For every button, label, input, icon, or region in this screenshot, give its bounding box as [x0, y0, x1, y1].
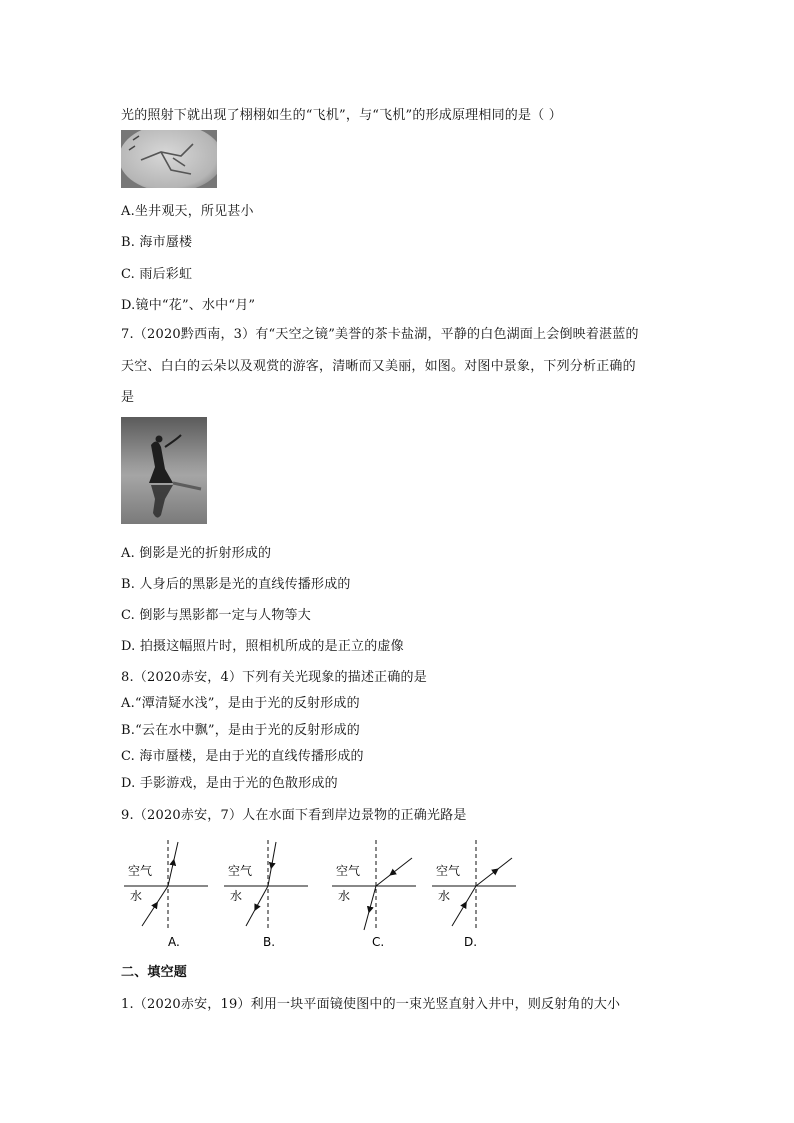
- q9-d-air-label: 空气: [436, 864, 461, 878]
- question-9-stem: 9.（2020赤安，7）人在水面下看到岸边景物的正确光路是: [121, 808, 467, 823]
- q9-c-water-label: 水: [338, 889, 351, 903]
- question-7-stem-line1: 7.（2020黔西南，3）有“天空之镜”美誉的茶卡盐湖，平静的白色湖面上会倒映着湛蓝的: [121, 327, 639, 342]
- airplane-shadow-image: [121, 130, 217, 188]
- q8-option-a: A.“潭清疑水浅”，是由于光的反射形成的: [121, 696, 360, 711]
- q9-d-option-label: D.: [464, 935, 478, 949]
- q9-figure-a: [124, 840, 208, 949]
- q6-option-a: A.坐井观天，所见甚小: [121, 204, 254, 219]
- salt-lake-reflection-photo: [121, 417, 207, 524]
- q9-b-option-label: B.: [263, 935, 276, 949]
- q9-b-air-label: 空气: [228, 864, 253, 878]
- q9-figure-c: [332, 840, 416, 949]
- airplane-shadow-photo: [121, 130, 217, 188]
- q7-option-d: D. 拍摄这幅照片时，照相机所成的是正立的虚像: [121, 639, 404, 654]
- question-8-stem: 8.（2020赤安，4）下列有关光现象的描述正确的是: [121, 670, 427, 685]
- q9-a-option-label: A.: [168, 935, 180, 949]
- question-7-stem-line2: 天空、白白的云朵以及观赏的游客，清晰而又美丽，如图。对图中景象，下列分析正确的: [121, 359, 636, 374]
- q6-option-d: D.镜中“花”、水中“月”: [121, 298, 256, 313]
- q9-c-option-label: C.: [372, 935, 385, 949]
- q8-option-c: C. 海市蜃楼，是由于光的直线传播形成的: [121, 749, 364, 764]
- salt-lake-image: [121, 417, 207, 524]
- q7-option-c: C. 倒影与黑影都一定与人物等大: [121, 608, 311, 623]
- q9-d-water-label: 水: [438, 889, 451, 903]
- q9-a-water-label: 水: [130, 889, 143, 903]
- question-7-stem-line3: 是: [121, 390, 135, 405]
- q6-option-c: C. 雨后彩虹: [121, 267, 193, 282]
- question-6-stem: 光的照射下就出现了栩栩如生的“飞机”，与“飞机”的形成原理相同的是（ ）: [121, 108, 562, 123]
- q9-figure-d: [432, 840, 516, 949]
- q9-c-air-label: 空气: [336, 864, 361, 878]
- q6-option-b: B. 海市蜃楼: [121, 235, 193, 250]
- q8-option-d: D. 手影游戏，是由于光的色散形成的: [121, 776, 338, 791]
- fill-question-1: 1.（2020赤安，19）利用一块平面镜使图中的一束光竖直射入井中，则反射角的大小: [121, 997, 621, 1012]
- q7-option-b: B. 人身后的黑影是光的直线传播形成的: [121, 577, 351, 592]
- q8-option-b: B.“云在水中飘”，是由于光的反射形成的: [121, 723, 360, 738]
- q9-a-air-label: 空气: [128, 864, 153, 878]
- q9-b-water-label: 水: [230, 889, 243, 903]
- section-2-heading: 二、填空题: [121, 965, 188, 980]
- q9-light-path-figures: [118, 838, 528, 956]
- q7-option-a: A. 倒影是光的折射形成的: [121, 546, 272, 561]
- q9-figure-b: [224, 840, 308, 949]
